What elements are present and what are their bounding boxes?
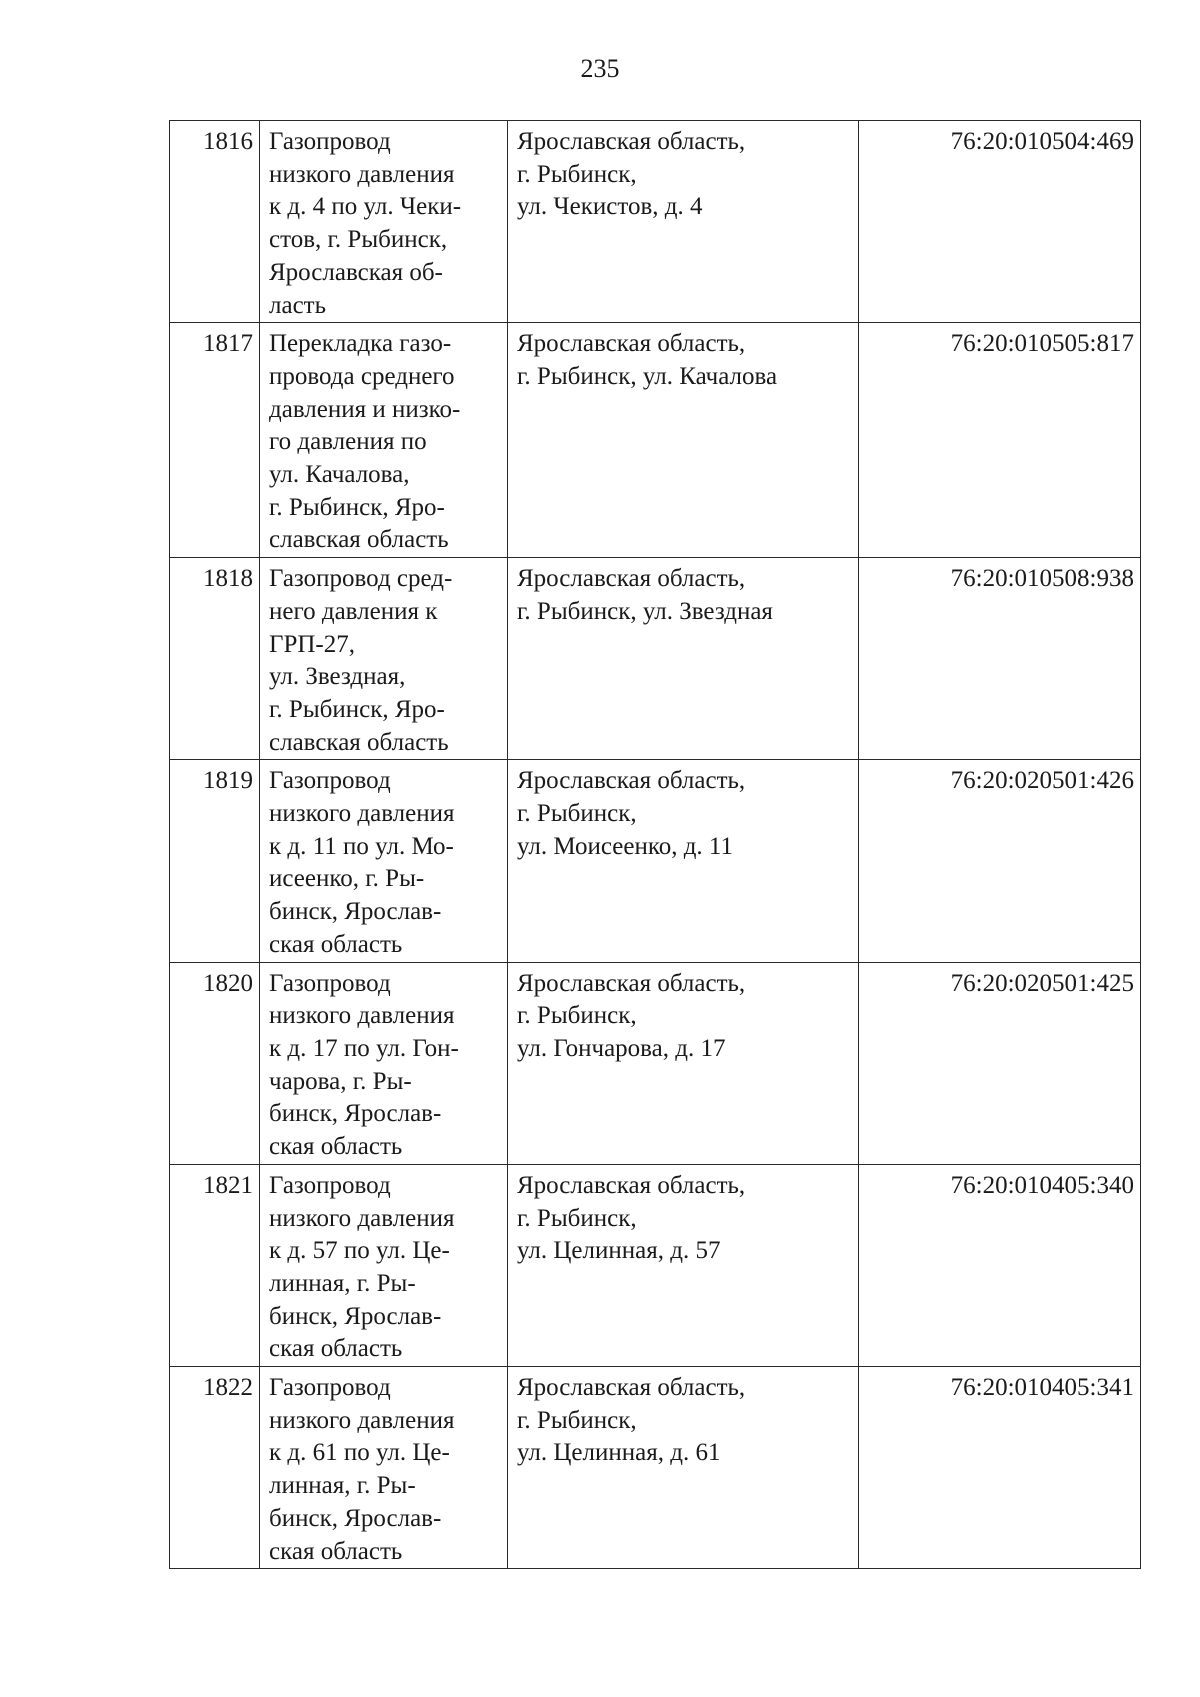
address-cell bbox=[508, 121, 859, 323]
table-row bbox=[170, 1164, 1141, 1366]
address-cell bbox=[508, 1367, 859, 1569]
address-cell bbox=[508, 760, 859, 962]
object-name-cell bbox=[260, 1367, 508, 1569]
row-number-cell bbox=[170, 323, 260, 558]
cadastral-number: 76:20:010505:817 bbox=[950, 330, 1134, 358]
object-name-cell bbox=[260, 323, 508, 558]
object-name: Газопровод низкого давления к д. 11 по ул. Мо- исеенко, г. Ры- бинск, Ярослав- ская область bbox=[269, 767, 455, 958]
address-cell bbox=[508, 558, 859, 760]
object-name: Газопровод низкого давления к д. 57 по ул. Це- линная, г. Ры- бинск, Ярослав- ская область bbox=[269, 1171, 455, 1363]
cadastral-number: 76:20:010504:469 bbox=[950, 128, 1134, 155]
table-row bbox=[170, 962, 1141, 1164]
gas-pipeline-registry-table bbox=[169, 120, 1141, 1569]
row-number-cell bbox=[170, 1164, 260, 1366]
registry-table-body bbox=[170, 121, 1141, 1569]
cadastral-number: 76:20:010405:340 bbox=[950, 1171, 1134, 1199]
row-number: 1822 bbox=[203, 1374, 253, 1402]
cadastral-number-cell bbox=[859, 1164, 1141, 1366]
address: Ярославская область, г. Рыбинск, ул. Звездная bbox=[517, 565, 773, 625]
cadastral-number: 76:20:010508:938 bbox=[950, 565, 1134, 593]
cadastral-number: 76:20:010405:341 bbox=[950, 1374, 1134, 1402]
table-row bbox=[170, 121, 1141, 323]
row-number-cell bbox=[170, 121, 260, 323]
row-number: 1819 bbox=[203, 767, 253, 795]
row-number: 1816 bbox=[203, 128, 253, 155]
object-name: Перекладка газо- провода среднего давления и низко- го давления по ул. Качалова, г. Рыбинск, Яро- славская область bbox=[269, 330, 461, 554]
object-name: Газопровод сред- него давления к ГРП-27, ул. Звездная, г. Рыбинск, Яро- славская область bbox=[269, 565, 453, 756]
row-number-cell bbox=[170, 1367, 260, 1569]
page-number: 235 bbox=[580, 54, 620, 83]
cadastral-number-cell bbox=[859, 962, 1141, 1164]
object-name-cell bbox=[260, 1164, 508, 1366]
table-row bbox=[170, 558, 1141, 760]
row-number: 1820 bbox=[203, 969, 253, 997]
row-number: 1821 bbox=[203, 1171, 253, 1199]
cadastral-number-cell bbox=[859, 121, 1141, 323]
row-number-cell bbox=[170, 760, 260, 962]
object-name-cell bbox=[260, 962, 508, 1164]
table-row bbox=[170, 323, 1141, 558]
cadastral-number-cell bbox=[859, 760, 1141, 962]
object-name-cell bbox=[260, 558, 508, 760]
address: Ярославская область, г. Рыбинск, ул. Качалова bbox=[517, 330, 778, 390]
object-name: Газопровод низкого давления к д. 4 по ул. Чеки- стов, г. Рыбинск, Ярославская об- ласть bbox=[269, 128, 462, 319]
object-name-cell bbox=[260, 121, 508, 323]
object-name-cell bbox=[260, 760, 508, 962]
cadastral-number-cell bbox=[859, 558, 1141, 760]
address: Ярославская область, г. Рыбинск, ул. Целинная, д. 57 bbox=[517, 1171, 746, 1265]
cadastral-number: 76:20:020501:425 bbox=[950, 969, 1134, 997]
cadastral-number: 76:20:020501:426 bbox=[950, 767, 1134, 795]
table-row bbox=[170, 1367, 1141, 1569]
address: Ярославская область, г. Рыбинск, ул. Целинная, д. 61 bbox=[517, 1374, 746, 1467]
address-cell bbox=[508, 1164, 859, 1366]
address: Ярославская область, г. Рыбинск, ул. Чекистов, д. 4 bbox=[517, 128, 746, 221]
cadastral-number-cell bbox=[859, 323, 1141, 558]
object-name: Газопровод низкого давления к д. 17 по ул. Гон- чарова, г. Ры- бинск, Ярослав- ская область bbox=[269, 969, 459, 1161]
cadastral-number-cell bbox=[859, 1367, 1141, 1569]
row-number: 1817 bbox=[203, 330, 253, 358]
object-name: Газопровод низкого давления к д. 61 по ул. Це- линная, г. Ры- бинск, Ярослав- ская область bbox=[269, 1374, 455, 1565]
row-number-cell bbox=[170, 962, 260, 1164]
address: Ярославская область, г. Рыбинск, ул. Гончарова, д. 17 bbox=[517, 969, 746, 1062]
row-number-cell bbox=[170, 558, 260, 760]
table-row bbox=[170, 760, 1141, 962]
address-cell bbox=[508, 962, 859, 1164]
address: Ярославская область, г. Рыбинск, ул. Моисеенко, д. 11 bbox=[517, 767, 746, 860]
address-cell bbox=[508, 323, 859, 558]
row-number: 1818 bbox=[203, 565, 253, 593]
